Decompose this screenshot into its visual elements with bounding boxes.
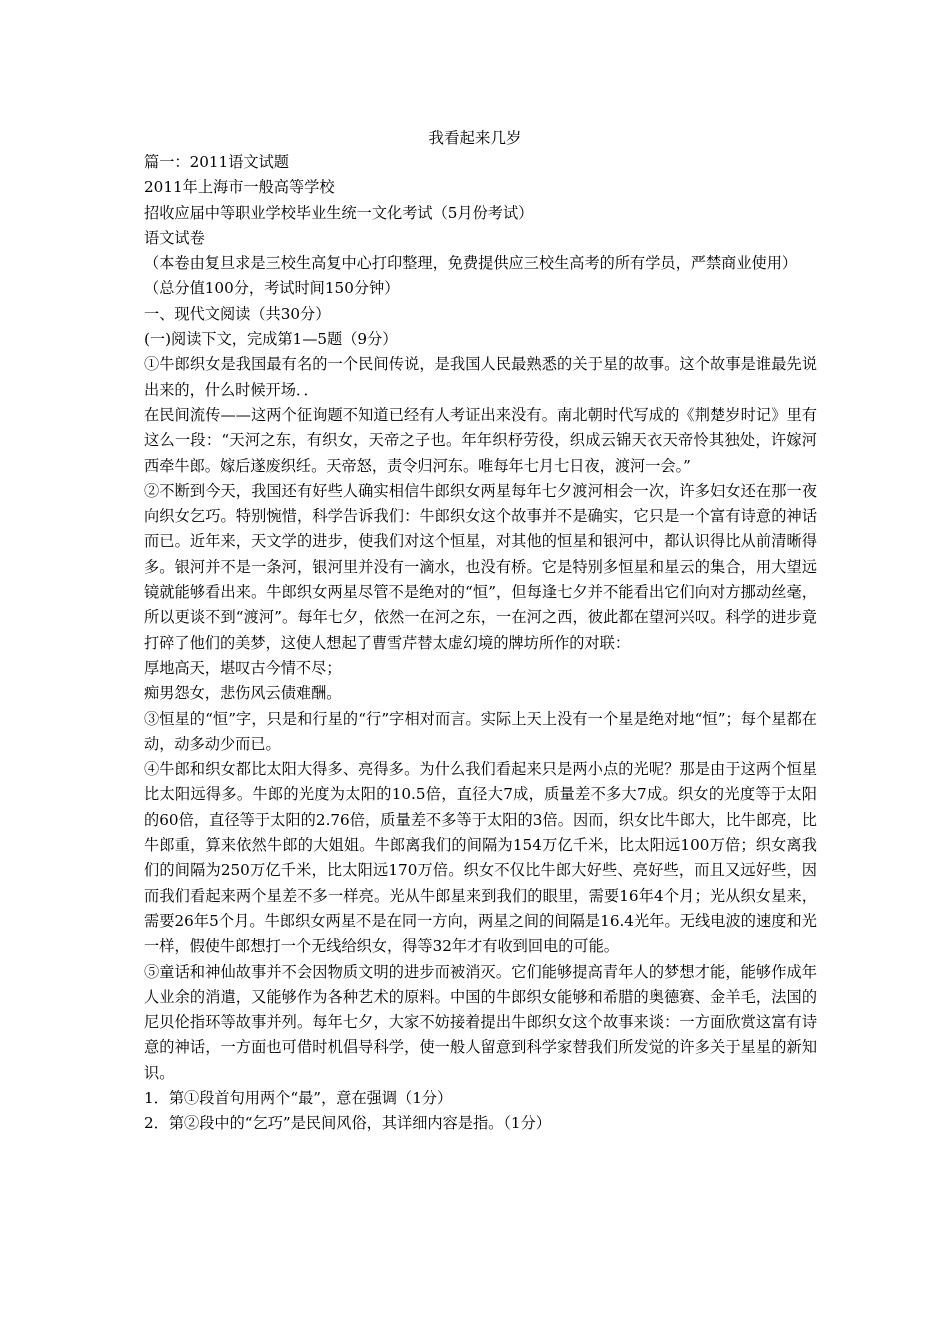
paragraph: ①牛郎织女是我国最有名的一个民间传说，是我国人民最熟悉的关于星的故事。这个故事是谁最先说出来的，什么时候开场．． bbox=[144, 355, 817, 399]
paragraph: （总分值100分，考试时间150分钟） bbox=[144, 279, 400, 298]
paragraph: 篇一：2011语文试题 bbox=[144, 153, 289, 171]
document-body bbox=[144, 150, 817, 1137]
paragraph: （本卷由复旦求是三校生高复中心打印整理，免费提供应三校生高考的所有学员，严禁商业使用） bbox=[144, 254, 798, 273]
paragraph: ⑤童话和神仙故事并不会因物质文明的进步而被消灭。它们能够提高青年人的梦想才能，能够作成年人业余的消遣，又能够作为各种艺术的原料。中国的牛郎织女能够和希腊的奥德赛、金羊毛，法国的尼贝伦指环等故事并列。每年七夕，大家不妨接着提出牛郎织女这个故事来谈：一方面欣赏这富有诗意的神话，一方面也可借时机倡导科学，使一般人留意到科学家替我们所发觉的许多关于星星的新知识。 bbox=[144, 962, 817, 1082]
paragraph: ②不断到今天，我国还有好些人确实相信牛郎织女两星每年七夕渡河相会一次，许多妇女还在那一夜向织女乞巧。特别惋惜，科学告诉我们：牛郎织女这个故事并不是确实，它只是一个富有诗意的神话而已。近年来，天文学的进步，使我们对这个恒星，对其他的恒星和银河中，都认识得比从前清晰得多。银河并不是一条河，银河里并没有一滴水，也没有桥。它是特别多恒星和星云的集合，用大望远镜就能够看出来。牛郎织女两星尽管不是绝对的“恒”，但每逢七夕并不能看出它们向对方挪动丝毫，所以更谈不到“渡河”。每年七夕，依然一在河之东，一在河之西，彼此都在望河兴叹。科学的进步竟打碎了他们的美梦，这使人想起了曹雪芹替太虚幻境的牌坊所作的对联： bbox=[144, 481, 817, 652]
paragraph: ④牛郎和织女都比太阳大得多、亮得多。为什么我们看起来只是两小点的光呢？那是由于这两个恒星比太阳远得多。牛郎的光度为太阳的10.5倍，直径大7成，质量差不多大7成。织女的光度等于太阳的60倍，直径等于太阳的2.76倍，质量差不多等于太阳的3倍。因而，织女比牛郎大，比牛郎亮，比牛郎重，算来依然牛郎的大姐姐。牛郎离我们的间隔为154万亿千米，比太阳远100万倍；织女离我们的间隔为250万亿千米，比太阳远170万倍。织女不仅比牛郎大好些、亮好些，而且又远好些，因而我们看起来两个星差不多一样亮。光从牛郎星来到我们的眼里，需要16年4个月；光从织女星来，需要26年5个月。牛郎织女两星不是在同一方向，两星之间的间隔是16.4光年。无线电波的速度和光一样，假使牛郎想打一个无线给织女，得等32年才有收到回电的可能。 bbox=[144, 760, 817, 956]
paragraph: 厚地高天，堪叹古今情不尽； bbox=[144, 658, 342, 677]
paragraph: 痴男怨女，悲伤风云债难酬。 bbox=[144, 684, 342, 703]
question: 2．第②段中的“乞巧”是民间风俗，其详细内容是指。（1分） bbox=[144, 1114, 551, 1133]
paragraph: 语文试卷 bbox=[144, 228, 205, 247]
paragraph: 2011年上海市一般高等学校 bbox=[144, 178, 335, 197]
paragraph: 招收应届中等职业学校毕业生统一文化考试（5月份考试） bbox=[144, 203, 534, 222]
question: 1．第①段首句用两个“最”，意在强调（1分） bbox=[144, 1088, 453, 1107]
paragraph: 在民间流传——这两个征询题不知道已经有人考证出来没有。南北朝时代写成的《荆楚岁时记》里有这么一段：“天河之东，有织女，天帝之子也。年年织杼劳役，织成云锦天衣天帝怜其独处，许嫁河西牵牛郎。嫁后遂废织纴。天帝怒，责令归河东。唯每年七月七日夜，渡河一会。” bbox=[144, 405, 817, 475]
paragraph: ③恒星的“恒”字，只是和行星的“行”字相对而言。实际上天上没有一个星是绝对地“恒”；每个星都在动，动多动少而已。 bbox=[144, 709, 817, 753]
paragraph: (一)阅读下文，完成第1—5题（9分） bbox=[144, 330, 398, 349]
document-title: 我看起来几岁 bbox=[428, 129, 522, 147]
paragraph: 一、现代文阅读（共30分） bbox=[144, 304, 331, 323]
